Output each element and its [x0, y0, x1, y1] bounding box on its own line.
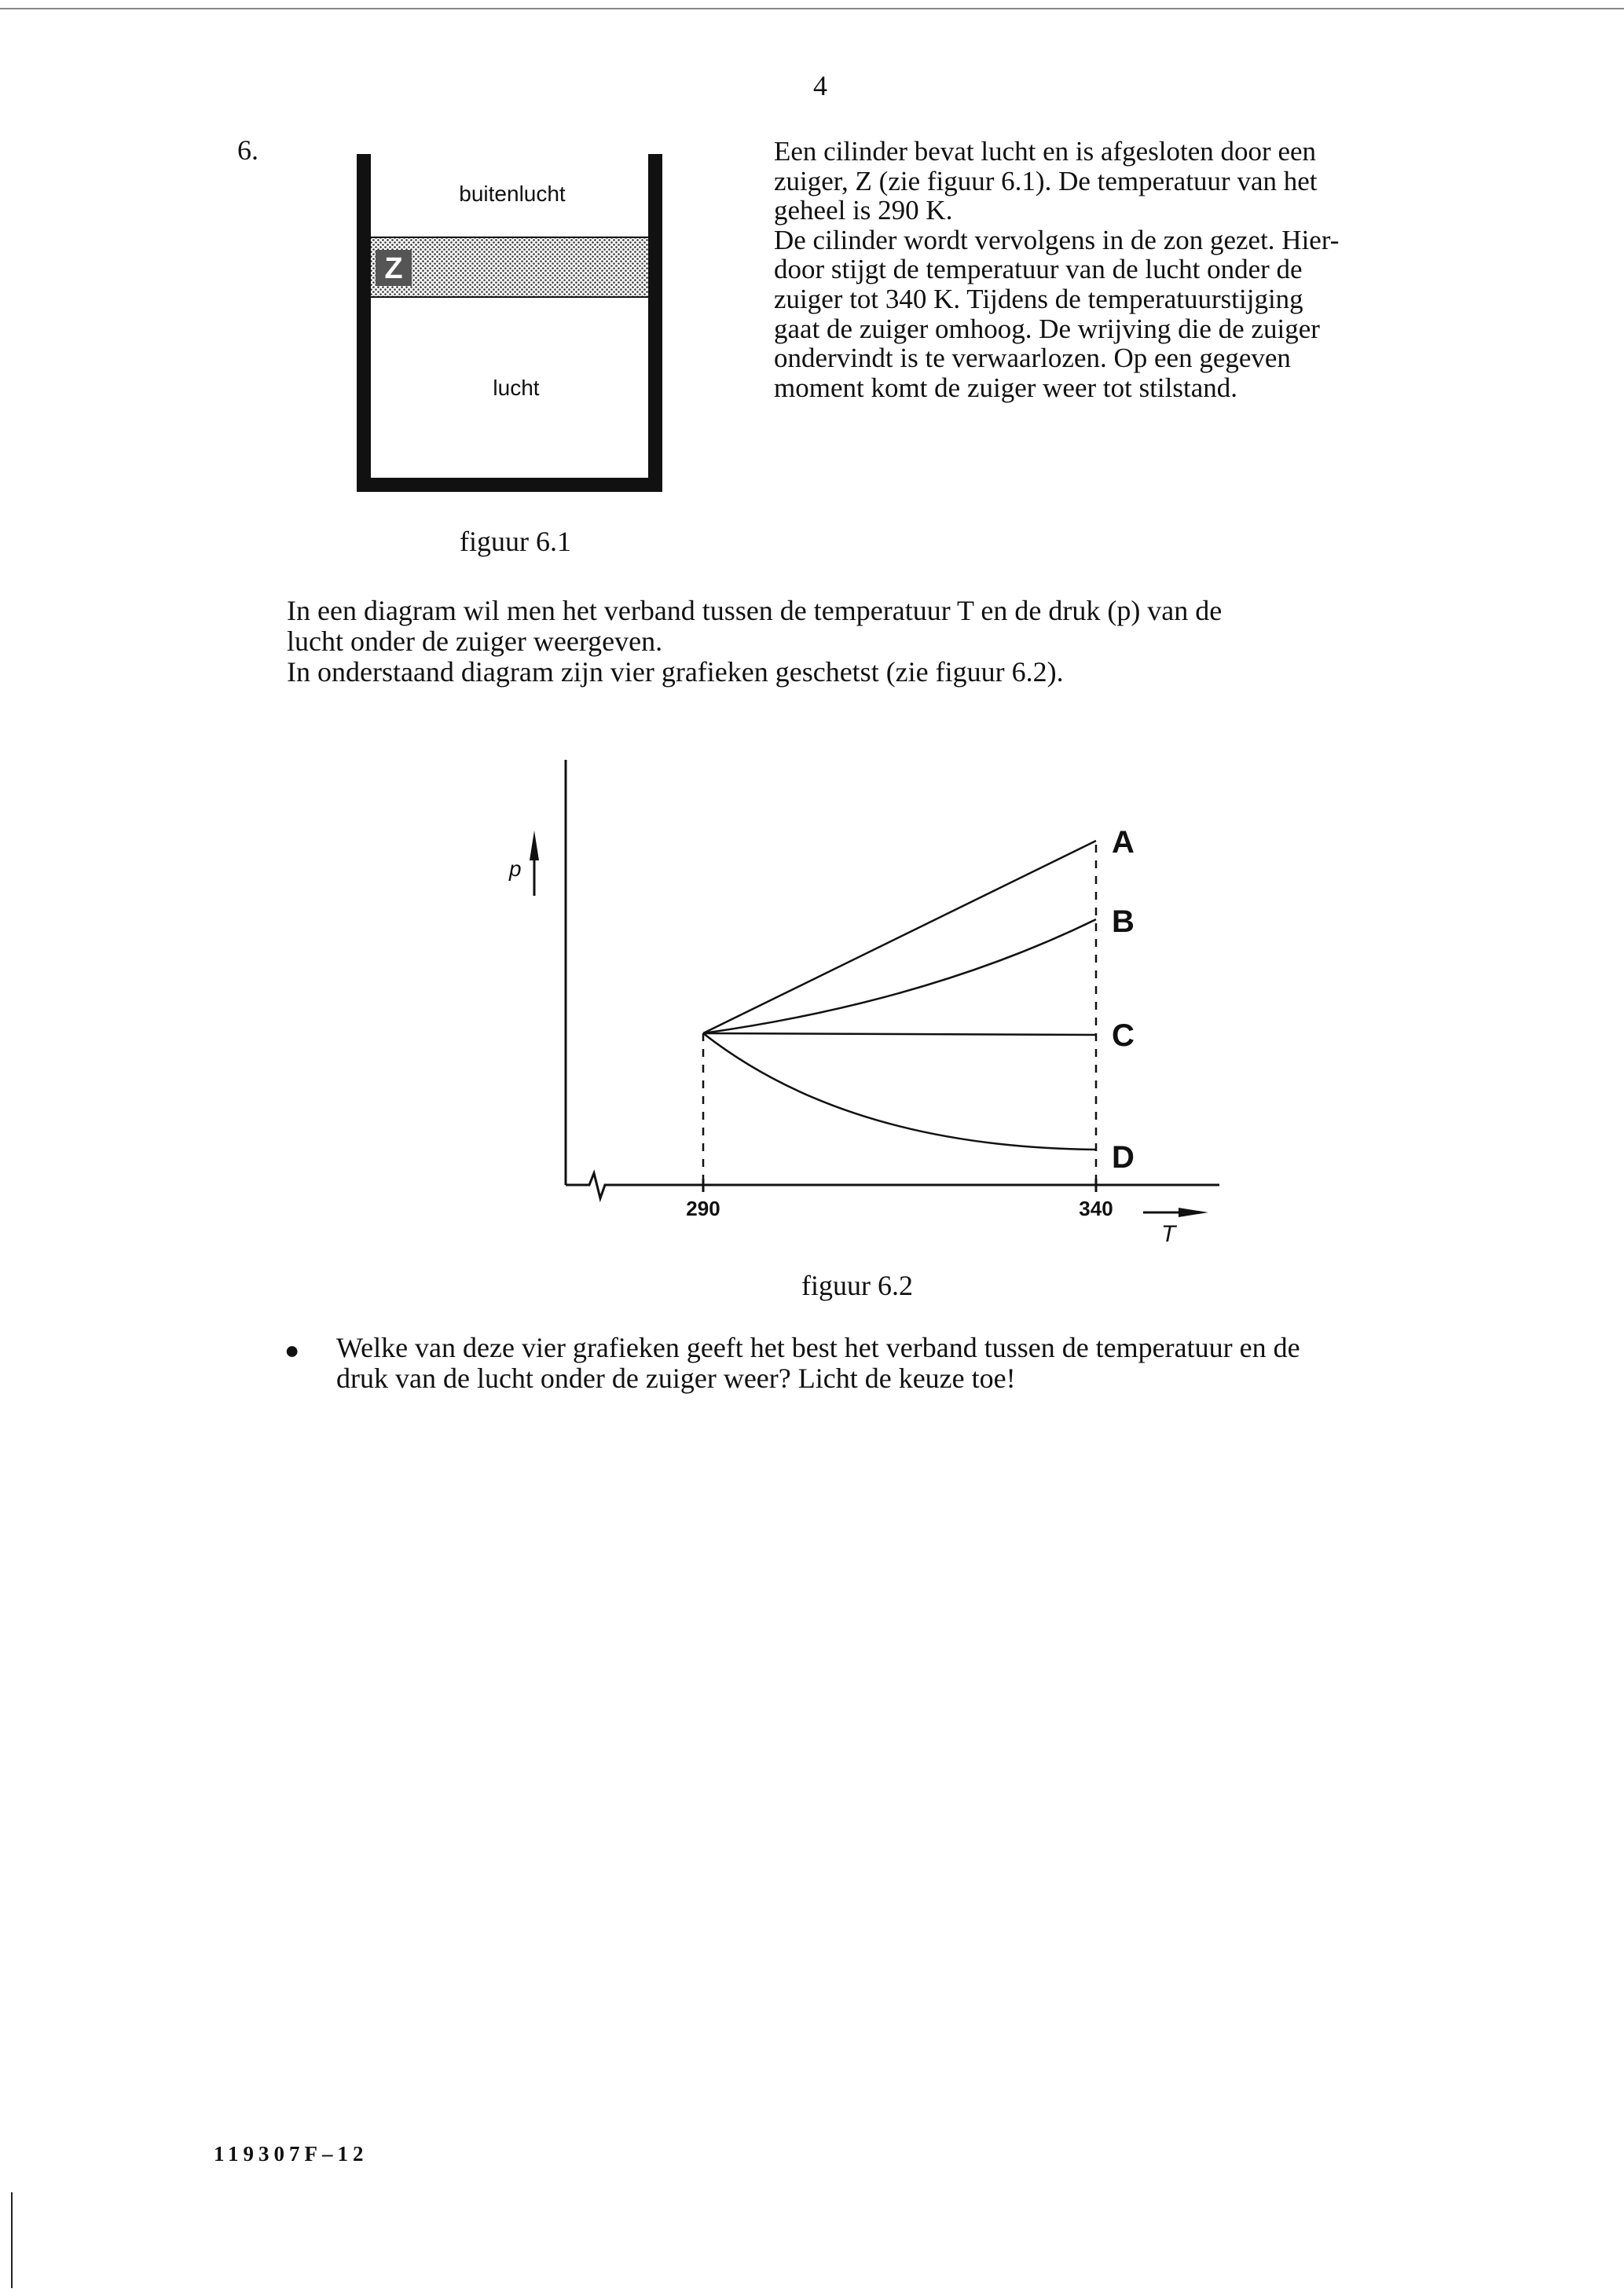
outside-air-label: buitenlucht [459, 182, 566, 206]
figure-6-1-caption: figuur 6.1 [460, 526, 571, 557]
intro-line: geheel is 290 K. [774, 195, 953, 226]
curve-a [703, 841, 1096, 1033]
curve-d [703, 1033, 1096, 1150]
cylinder-bottom [357, 478, 662, 492]
figure-6-2-caption: figuur 6.2 [801, 1270, 913, 1301]
intro-line: zuiger, Z (zie figuur 6.1). De temperatuur van het [774, 165, 1318, 196]
margin-mark [11, 2192, 13, 2288]
intro-line: ondervindt is te verwaarlozen. Op een gegeven [774, 343, 1291, 374]
pt-diagram [487, 750, 1234, 1253]
question-number: 6. [237, 134, 258, 166]
curve-label-d: D [1112, 1140, 1135, 1175]
cylinder-figure [354, 149, 672, 499]
y-axis-label: p [509, 856, 522, 881]
piston-label: Z [384, 252, 403, 285]
footer-code: 119307F–12 [214, 2142, 368, 2166]
cylinder-left-wall [357, 154, 371, 492]
curve-label-a: A [1112, 825, 1135, 860]
diagram-intro-paragraph [287, 596, 1450, 688]
curve-c [703, 1033, 1096, 1035]
cylinder-right-wall [648, 154, 662, 492]
page-number: 4 [813, 70, 827, 101]
intro-line: moment komt de zuiger weer tot stilstand. [774, 372, 1238, 403]
question-line: druk van de lucht onder de zuiger weer? Licht de keuze toe! [336, 1363, 1016, 1394]
x-tick-340: 340 [1079, 1197, 1113, 1220]
paragraph-line: In onderstaand diagram zijn vier grafieken geschetst (zie figuur 6.2). [287, 656, 1064, 688]
paragraph-line: lucht onder de zuiger weergeven. [287, 625, 663, 657]
inside-air-label: lucht [493, 376, 540, 400]
x-tick-290: 290 [686, 1197, 720, 1220]
intro-line: Een cilinder bevat lucht en is afgesloten door een [774, 136, 1317, 167]
curve-label-c: C [1112, 1018, 1135, 1053]
question-text [336, 1333, 1436, 1394]
x-axis-label: T [1161, 1221, 1176, 1247]
bullet-icon: ● [284, 1336, 300, 1364]
question-line: Welke van deze vier grafieken geeft het best het verband tussen de temperatuur en de [336, 1332, 1300, 1363]
intro-line: door stijgt de temperatuur van de lucht onder de [774, 254, 1303, 285]
top-rule [0, 8, 1624, 9]
piston [371, 237, 648, 297]
intro-line: zuiger tot 340 K. Tijdens de temperatuurstijging [774, 283, 1303, 314]
intro-line: gaat de zuiger omhoog. De wrijving die de zuiger [774, 313, 1320, 344]
curve-label-b: B [1112, 904, 1135, 939]
paragraph-line: In een diagram wil men het verband tussen de temperatuur T en de druk (p) van de [287, 595, 1223, 626]
intro-line: De cilinder wordt vervolgens in de zon gezet. Hier- [774, 224, 1340, 255]
intro-text [774, 137, 1426, 402]
x-axis-with-break [566, 1173, 1219, 1198]
